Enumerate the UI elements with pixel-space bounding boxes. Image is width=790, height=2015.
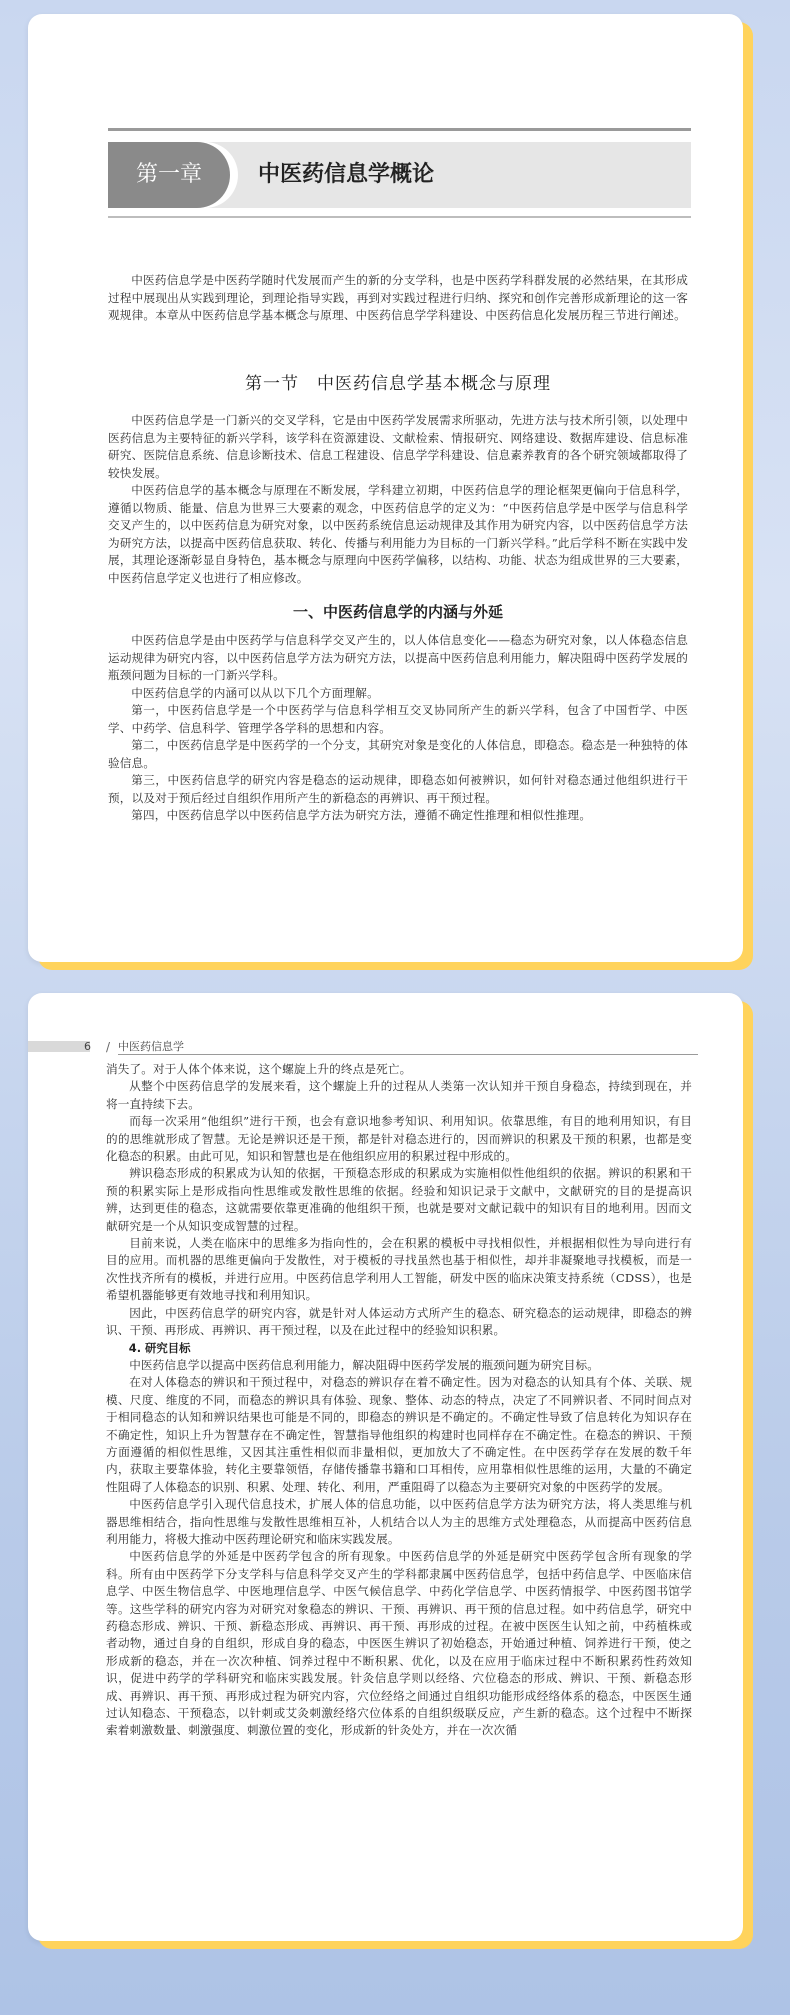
body-paragraph: 中医药信息学的外延是中医药学包含的所有现象。中医药信息学的外延是研究中医药学包含所有现象的学科。所有由中医药学下分支学科与信息科学交叉产生的学科都隶属中医药信息学，包括中药信息学、中医临床信息学、中医生物信息学、中医地理信息学、中医气候信息学、中药化学信息学、中医药情报学、中医药图书馆学等。这些学科的研究内容为对研究对象稳态的辨识、干预、再辨识、再干预的信息过程。如中药信息学，研究中药稳态形成、辨识、干预、新稳态形成、再辨识、再干预、再形成的过程。在被中医医生认知之前，中药植株或者动物，通过自身的自组织，形成自身的稳态，中医医生辨识了初始稳态，开始通过种植、饲养进行干预，使之形成新的稳态，并在一次次种植、饲养过程中不断积累、优化，以及在应用于临床过程中不断积累药性药效知识，促进中药学的学科研究和临床实践发展。针灸信息学则以经络、穴位稳态的形成、辨识、干预、新稳态形成、再辨识、再干预、再形成过程为研究内容，穴位经络之间通过自组织功能形成经络体系的稳态，中医医生通过认知稳态、干预稳态，以针刺或艾灸刺激经络穴位体系的自组织级联反应，产生新的稳态。这个过程中不断探索着刺激数量、刺激强度、刺激位置的变化，形成新的针灸处方，并在一次次循 [106,1549,692,1738]
subheading-research-goal: 4. 研究目标 [128,1340,191,1355]
header-rule [118,1054,698,1055]
subsection-paragraph: 第三，中医药信息学的研究内容是稳态的运动规律，即稳态如何被辨识，如何针对稳态通过他组织进行干预，以及对于预后经过自组织作用所产生的新稳态的再辨识、再干预过程。 [108,773,688,805]
chapter-top-rule [108,128,691,131]
running-header [28,1038,743,1056]
chapter-divider [108,216,691,218]
page-body [106,1061,692,1740]
body-paragraph: 中医药信息学引入现代信息技术，扩展人体的信息功能，以中医药信息学方法为研究方法，将人类思维与机器思维相结合，指向性思维与发散性思维相互补，人机结合以人为主的思维方式处理稳态，从而提高中医药信息利用能力，将极大推动中医药理论研究和临床实践发展。 [106,1497,692,1546]
body-paragraph: 而每一次采用“他组织”进行干预，也会有意识地参考知识、利用知识。依靠思维，有目的地利用知识，有目的的思维就形成了智慧。无论是辨识还是干预，都是针对稳态进行的，因而辨识的积累及干预的积累，也都是变化稳态的积累。由此可见，知识和智慧也是在他组织应用的积累过程中形成的。 [106,1114,692,1164]
body-paragraph: 从整个中医药信息学的发展来看，这个螺旋上升的过程从人类第一次认知并干预自身稳态，持续到现在，并将一直持续下去。 [106,1079,692,1111]
book-title: 中医药信息学 [118,1040,184,1053]
chapter-label: 第一章 [135,162,202,187]
subsection-paragraph: 第四，中医药信息学以中医药信息学方法为研究方法，遵循不确定性推理和相似性推理。 [131,808,592,822]
subsection-paragraph: 第二，中医药信息学是中医药学的一个分支，其研究对象是变化的人体信息，即稳态。稳态是一种独特的体验信息。 [108,738,688,770]
body-paragraph: 目前来说，人类在临床中的思维多为指向性的，会在积累的模板中寻找相似性，并根据相似性为导向进行有目的应用。而机器的思维更偏向于发散性，对于模板的寻找虽然也基于相似性，却并非凝聚地寻找模板，而是一次性找齐所有的模板，并进行应用。中医药信息学利用人工智能，研发中医的临床决策支持系统（CDSS），也是希望机器能够更有效地寻找和利用知识。 [106,1236,692,1303]
page-card-1 [28,14,743,962]
subsection-title: 一、中医药信息学的内涵与外延 [292,603,503,621]
section-paragraph: 中医药信息学的基本概念与原理在不断发展，学科建立初期，中医药信息学的理论框架更偏向于信息科学，遵循以物质、能量、信息为世界三大要素的观念，中医药信息学的定义为：“中医药信息学是中医学与信息科学交叉产生的，以中医药信息为研究对象，以中医药系统信息运动规律及其作用为研究内容，以中医药信息学方法为研究方法，以提高中医药信息获取、转化、传播与利用能力为目标的一门新兴学科。”此后学科不断在实践中发展，其理论逐渐彰显自身特色，基本概念与原理向中医药学偏移，以结构、功能、状态为组成世界的三大要素，中医药信息学定义也进行了相应修改。 [108,483,688,585]
header-slash: / [106,1040,111,1054]
section-paragraph: 中医药信息学是一门新兴的交叉学科，它是由中医药学发展需求所驱动，先进方法与技术所引领，以处理中医药信息为主要特征的新兴学科，该学科在资源建设、文献检索、情报研究、网络建设、数据库建设、信息标准研究、医院信息系统、信息诊断技术、信息工程建设、信息学学科建设、信息素养教育的各个研究领域都取得了较快发展。 [108,413,688,480]
chapter-header [108,142,691,220]
section-title: 第一节 中医药信息学基本概念与原理 [245,374,551,394]
body-paragraph: 消失了。对于人体个体来说，这个螺旋上升的终点是死亡。 [106,1062,412,1076]
subsection-paragraph: 第一，中医药信息学是一个中医药学与信息科学相互交叉协同所产生的新兴学科，包含了中国哲学、中医学、中药学、信息科学、管理学各学科的思想和内容。 [108,703,688,735]
body-paragraph: 在对人体稳态的辨识和干预过程中，对稳态的辨识存在着不确定性。因为对稳态的认知具有个体、关联、规模、尺度、维度的不同，而稳态的辨识具有体验、现象、整体、动态的特点，决定了不同辨识者、不同时间点对于相同稳态的认知和辨识结果也可能是不同的，即稳态的辨识是不确定的。不确定性导致了信息转化为知识存在不确定性，知识上升为智慧存在不确定性，智慧指导他组织的构建时也同样存在不确定性。在稳态的辨识、干预方面遵循的相似性思维，又因其注重性相似而非量相似，更加放大了不确定性。在中医药学存在发展的数千年内，获取主要靠体验，转化主要靠领悟，存储传播靠书籍和口耳相传，应用靠相似性思维的运用，大量的不确定性阻碍了人体稳态的识别、积累、处理、转化、利用，严重阻碍了以稳态为主要研究对象的中医药学的发展。 [106,1375,692,1494]
subsection-paragraph: 中医药信息学的内涵可以从以下几个方面理解。 [131,685,379,700]
body-paragraph: 因此，中医药信息学的研究内容，就是针对人体运动方式所产生的稳态、研究稳态的运动规律，即稳态的辨识、干预、再形成、再辨识、再干预过程，以及在此过程中的经验知识积累。 [106,1305,692,1338]
page-number: 6 [84,1040,91,1053]
intro-paragraph: 中医药信息学是中医药学随时代发展而产生的新的分支学科，也是中医药学科群发展的必然结果，在其形成过程中展现出从实践到理论，到理论指导实践，再到对实践过程进行归纳、探究和创作完善形成新理论的这一客观规律。本章从中医药信息学基本概念与原理、中医药信息学学科建设、中医药信息化发展历程三节进行阐述。 [108,273,688,322]
chapter-title: 中医药信息学概论 [258,162,435,187]
page-card-2 [28,993,743,1941]
section-1 [108,369,688,825]
body-paragraph: 中医药信息学以提高中医药信息利用能力，解决阻碍中医药学发展的瓶颈问题为研究目标。 [129,1357,599,1372]
chapter-intro [108,272,688,325]
body-paragraph: 辨识稳态形成的积累成为认知的依据，干预稳态形成的积累成为实施相似性他组织的依据。辨识的积累和干预的积累实际上是形成指向性思维或发散性思维的依据。经验和知识记录于文献中，文献研究的目的是提高识辨，达到更佳的稳态，这就需要依靠更准确的他组织干预，也就是要对文献记载中的知识有目的地利用。因而文献研究是一个从知识变成智慧的过程。 [106,1166,692,1233]
subsection-paragraph: 中医药信息学是由中医药学与信息科学交叉产生的，以人体信息变化——稳态为研究对象，以人体稳态信息运动规律为研究内容，以中医药信息学方法为研究方法，以提高中医药信息利用能力，解决阻碍中医药学发展的瓶颈问题为目标的一门新兴学科。 [108,633,688,682]
header-strip [28,1041,90,1052]
